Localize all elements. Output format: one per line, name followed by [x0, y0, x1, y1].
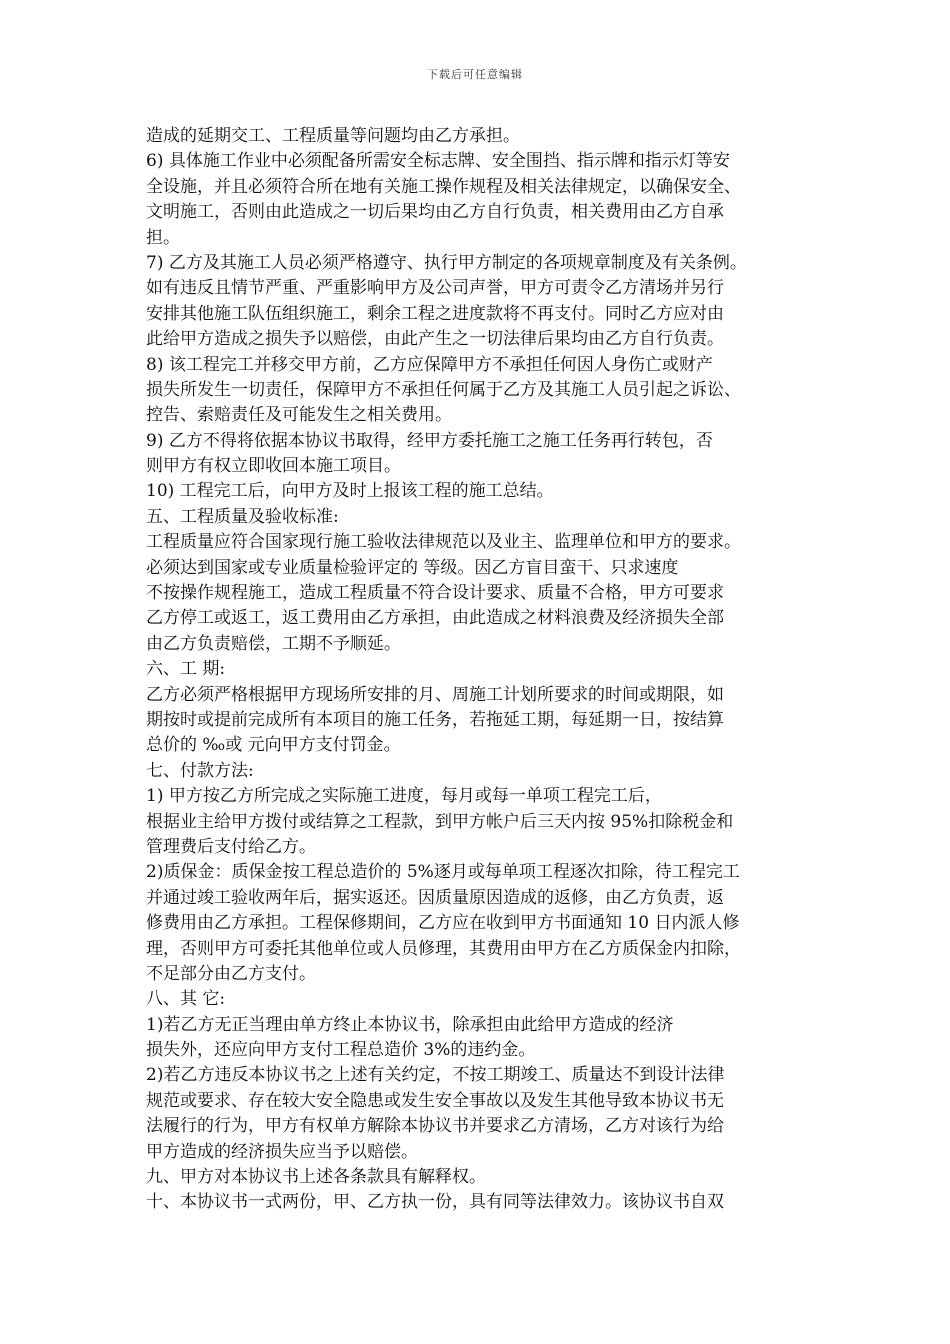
- text-line: 修费用由乙方承担。工程保修期间，乙方应在收到甲方书面通知 10 日内派人修: [146, 913, 740, 934]
- text-line: 乙方停工或返工，返工费用由乙方承担，由此造成之材料浪费及经济损失全部: [146, 608, 724, 629]
- text-line: 10) 工程完工后，向甲方及时上报该工程的施工总结。: [146, 481, 554, 502]
- text-line: 五、工程质量及验收标准:: [146, 506, 339, 527]
- text-line: 7) 乙方及其施工人员必须严格遵守、执行甲方制定的各项规章制度及有关条例。: [146, 252, 747, 273]
- text-line: 造成的延期交工、工程质量等问题均由乙方承担。: [146, 126, 520, 146]
- text-line: 损失所发生一切责任，保障甲方不承担任何属于乙方及其施工人员引起之诉讼、: [146, 379, 741, 400]
- text-line: 1) 甲方按乙方所完成之实际施工进度，每月或每一单项工程完工后，: [146, 786, 662, 807]
- text-line: 期按时或提前完成所有本项目的施工任务，若拖延工期，每延期一日，按结算: [146, 709, 724, 730]
- text-line: 根据业主给甲方拨付或结算之工程款，到甲方帐户后三天内按 95%扣除税金和: [146, 811, 734, 832]
- text-line: 并通过竣工验收两年后，据实返还。因质量原因造成的返修，由乙方负责，返: [146, 887, 724, 908]
- text-line: 9) 乙方不得将依据本协议书取得，经甲方委托施工之施工任务再行转包，否: [146, 430, 713, 451]
- text-line: 不按操作规程施工，造成工程质量不符合设计要求、质量不合格，甲方可要求: [146, 583, 724, 604]
- text-line: 此给甲方造成之损失予以赔偿，由此产生之一切法律后果均由乙方自行负责。: [146, 329, 724, 350]
- text-line: 文明施工，否则由此造成之一切后果均由乙方自行负责，相关费用由乙方自承: [146, 202, 724, 223]
- text-line: 七、付款方法:: [146, 760, 254, 781]
- text-line: 如有违反且情节严重、严重影响甲方及公司声誉，甲方可责令乙方清场并另行: [146, 278, 724, 299]
- text-line: 九、甲方对本协议书上述各条款具有解释权。: [146, 1167, 486, 1188]
- text-line: 2)质保金：质保金按工程总造价的 5%逐月或每单项工程逐次扣除，待工程完工: [146, 862, 740, 883]
- text-line: 管理费后支付给乙方。: [146, 836, 316, 857]
- text-line: 不足部分由乙方支付。: [146, 963, 316, 984]
- text-line: 由乙方负责赔偿，工期不予顺延。: [146, 633, 401, 654]
- text-line: 6) 具体施工作业中必须配备所需安全标志牌、安全围挡、指示牌和指示灯等安: [146, 151, 730, 172]
- text-line: 法履行的行为，甲方有权单方解除本协议书并要求乙方清场，乙方对该行为给: [146, 1116, 724, 1137]
- text-line: 规范或要求、存在较大安全隐患或发生安全事故以及发生其他导致本协议书无: [146, 1090, 724, 1111]
- document-body: [146, 124, 826, 1216]
- text-line: 8) 该工程完工并移交甲方前，乙方应保障甲方不承担任何因人身伤亡或财产: [146, 354, 713, 375]
- text-line: 十、本协议书一式两份，甲、乙方执一份，具有同等法律效力。该协议书自双: [146, 1192, 724, 1213]
- text-line: 全设施，并且必须符合所在地有关施工操作规程及相关法律规定，以确保安全、: [146, 176, 741, 197]
- page-header: 下载后可任意编辑: [427, 68, 523, 81]
- text-line: 工程质量应符合国家现行施工验收法律规范以及业主、监理单位和甲方的要求。: [146, 532, 741, 553]
- text-line: 必须达到国家或专业质量检验评定的 等级。因乙方盲目蛮干、只求速度: [146, 557, 679, 578]
- text-line: 控告、索赔责任及可能发生之相关费用。: [146, 405, 452, 426]
- text-line: 理，否则甲方可委托其他单位或人员修理，其费用由甲方在乙方质保金内扣除，: [146, 938, 741, 959]
- text-line: 八、其 它:: [146, 989, 226, 1010]
- text-line: 1)若乙方无正当理由单方终止本协议书，除承担由此给甲方造成的经济: [146, 1014, 674, 1035]
- text-line: 总价的 ‰或 元向甲方支付罚金。: [146, 735, 401, 756]
- text-line: 担。: [146, 227, 180, 248]
- text-line: 甲方造成的经济损失应当予以赔偿。: [146, 1141, 418, 1162]
- text-line: 安排其他施工队伍组织施工，剩余工程之进度款将不再支付。同时乙方应对由: [146, 303, 724, 324]
- text-line: 损失外，还应向甲方支付工程总造价 3%的违约金。: [146, 1040, 536, 1061]
- text-line: 六、工 期:: [146, 659, 226, 680]
- text-line: 乙方必须严格根据甲方现场所安排的月、周施工计划所要求的时间或期限，如: [146, 684, 724, 705]
- text-line: 2)若乙方违反本协议书之上述有关约定，不按工期竣工、质量达不到设计法律: [146, 1065, 725, 1086]
- text-line: 则甲方有权立即收回本施工项目。: [146, 456, 401, 477]
